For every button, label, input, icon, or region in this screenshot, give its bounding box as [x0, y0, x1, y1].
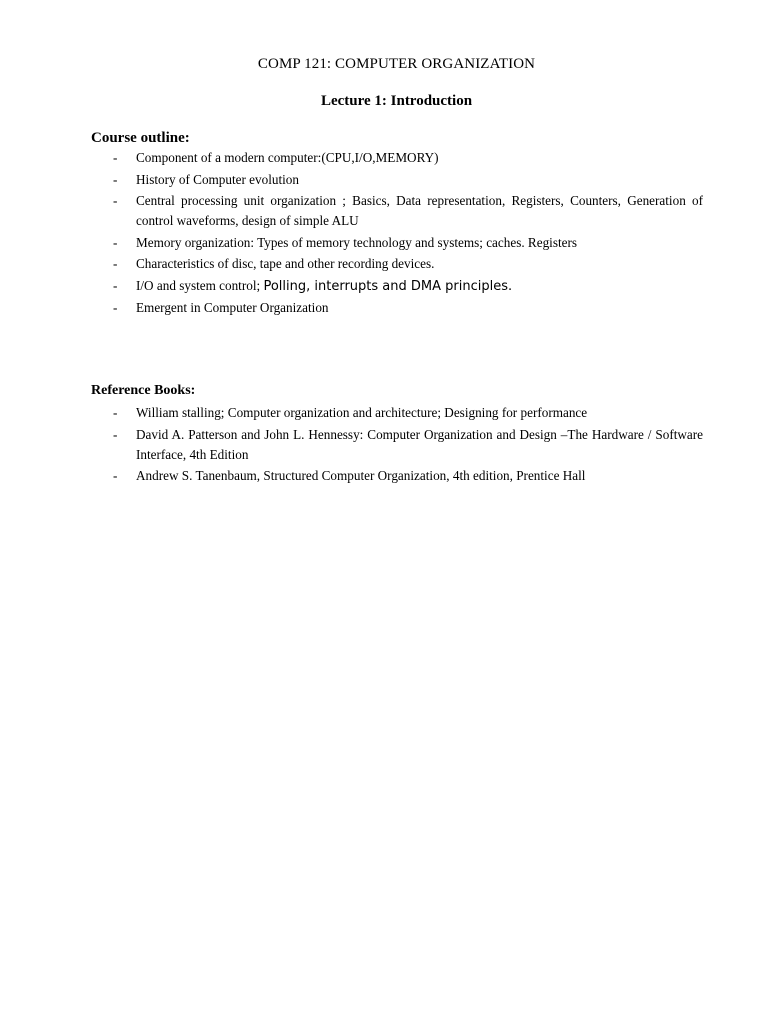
dash-bullet: -	[113, 234, 118, 250]
list-item	[91, 425, 703, 465]
list-item	[91, 276, 703, 297]
outline-item-text: Memory organization: Types of memory technology and systems; caches. Registers	[136, 234, 578, 250]
course-outline-heading: Course outline:	[91, 130, 190, 146]
reference-books-list	[91, 403, 703, 488]
lecture-title: Lecture 1: Introduction	[320, 93, 473, 109]
outline-item-text: Component of a modern computer:(CPU,I/O,MEMORY)	[136, 150, 439, 165]
list-item	[91, 403, 703, 423]
list-item	[91, 254, 703, 274]
outline-item-text: Characteristics of disc, tape and other recording devices.	[136, 256, 435, 271]
list-item	[91, 170, 703, 190]
outline-item-text: Central processing unit organization ; Basics, Data representation, Registers, Counters, Generation of control waveforms, design of simple ALU	[136, 193, 703, 228]
dash-bullet: -	[113, 193, 118, 208]
outline-item-text: History of Computer evolution	[136, 171, 299, 187]
reference-item-text: Andrew S. Tanenbaum, Structured Computer Organization, 4th edition, Prentice Hall	[136, 468, 586, 483]
dash-bullet: -	[113, 150, 118, 165]
dash-bullet: -	[113, 256, 118, 271]
dash-bullet: -	[113, 468, 118, 483]
list-item	[91, 233, 703, 253]
dash-bullet: -	[113, 426, 118, 442]
list-item	[91, 298, 703, 318]
outline-item-text: Emergent in Computer Organization	[136, 300, 329, 315]
list-item	[91, 148, 703, 168]
list-item	[91, 191, 703, 231]
outline-item-text: I/O and system control;	[136, 277, 261, 293]
dash-bullet: -	[113, 277, 118, 293]
dash-bullet: -	[113, 300, 118, 315]
course-outline-list	[91, 148, 703, 320]
dash-bullet: -	[113, 171, 118, 187]
reference-item-text: David A. Patterson and John L. Hennessy: Computer Organization and Design –The Hardware / Software Interface, 4th Edition	[136, 426, 703, 462]
reference-item-text: William stalling; Computer organization and architecture; Designing for performance	[136, 405, 588, 420]
course-title: COMP 121: COMPUTER ORGANIZATION	[257, 56, 536, 72]
list-item	[91, 466, 703, 486]
outline-item-text-continued: Polling, interrupts and DMA principles.	[263, 278, 513, 294]
reference-books-heading: Reference Books:	[91, 383, 196, 398]
dash-bullet: -	[113, 405, 118, 420]
